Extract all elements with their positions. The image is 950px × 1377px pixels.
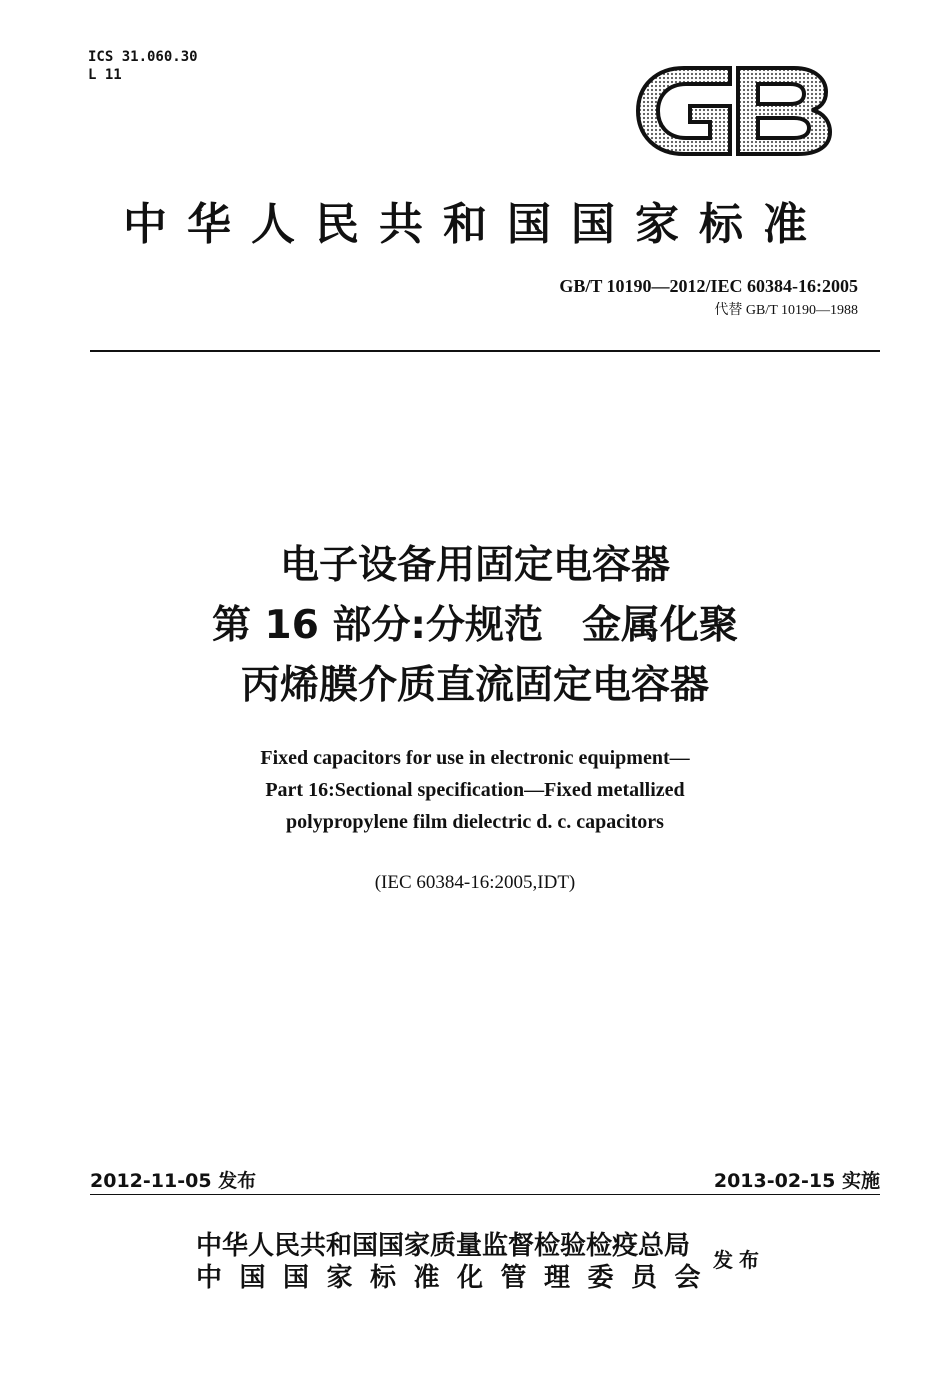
ccs-code: L 11 [88, 67, 122, 83]
chinese-title-line-3: 丙烯膜介质直流固定电容器 [240, 663, 709, 708]
issuer-aqsiq: 中华人民共和国国家质量监督检验检疫总局 [196, 1231, 691, 1261]
standard-number: GB/T 10190—2012/IEC 60384-16:2005 [559, 276, 858, 296]
issuer-sac: 中国国家标准化管理委员会 [196, 1263, 719, 1293]
classification-codes [88, 48, 198, 84]
english-title-line-3: polypropylene film dielectric d. c. capacitors [286, 811, 664, 833]
chinese-title [0, 536, 950, 716]
english-title [0, 742, 950, 838]
iec-equivalence: (IEC 60384-16:2005,IDT) [374, 872, 576, 893]
publish-label: 发布 [713, 1248, 765, 1272]
chinese-title-line-2: 第 16 部分:分规范 金属化聚 [211, 603, 739, 648]
issuing-authorities [196, 1230, 718, 1294]
chinese-title-line-1: 电子设备用固定电容器 [279, 543, 670, 588]
standard-number-block [559, 276, 858, 319]
national-standard-title: 中华人民共和国国家标准 [123, 199, 827, 250]
header-divider [90, 350, 880, 352]
gb-logo-icon [634, 60, 834, 162]
issue-date: 2012-11-05 发布 [90, 1170, 257, 1192]
gb-standard-logo [634, 60, 834, 162]
ics-code: ICS 31.060.30 [88, 49, 198, 65]
effective-date: 2013-02-15 实施 [713, 1170, 880, 1192]
footer-divider [90, 1194, 880, 1195]
replaces-standard: 代替 GB/T 10190—1988 [714, 303, 858, 318]
english-title-line-2: Part 16:Sectional specification—Fixed metallized [265, 779, 685, 801]
english-title-line-1: Fixed capacitors for use in electronic equipment— [260, 747, 690, 769]
